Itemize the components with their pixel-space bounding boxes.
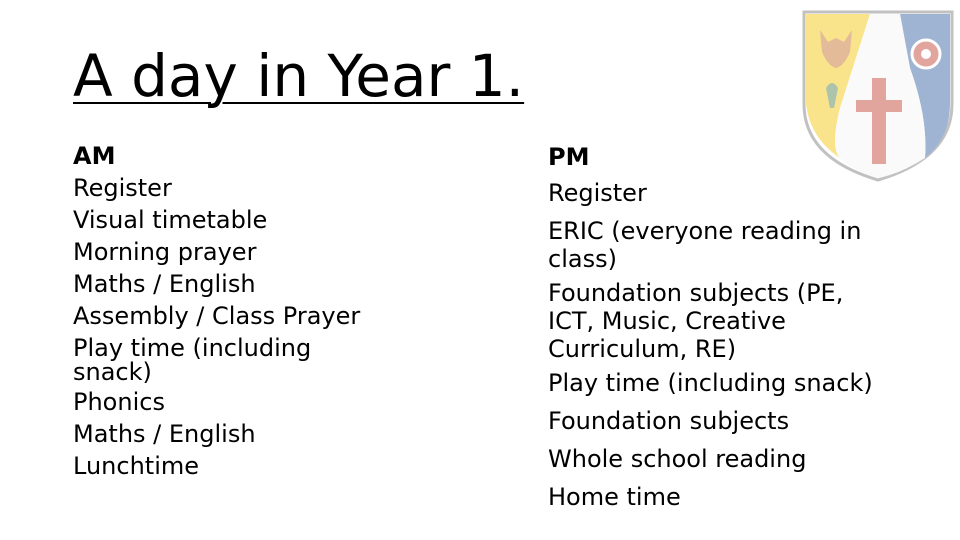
crest-cross-vertical bbox=[872, 78, 886, 164]
pm-item: Foundation subjects (PE, ICT, Music, Creative Curriculum, RE) bbox=[548, 279, 844, 363]
pm-schedule bbox=[548, 143, 893, 521]
crest-rose-centre bbox=[921, 49, 931, 59]
pm-item: ERIC (everyone reading in class) bbox=[548, 217, 862, 273]
pm-item: Register bbox=[548, 179, 647, 207]
am-item: Lunchtime bbox=[73, 452, 199, 480]
am-item: Morning prayer bbox=[73, 238, 257, 266]
am-item: Maths / English bbox=[73, 270, 256, 298]
am-item: Register bbox=[73, 174, 172, 202]
pm-item: Home time bbox=[548, 483, 681, 511]
school-crest-logo bbox=[800, 8, 956, 184]
am-heading: AM bbox=[73, 142, 116, 170]
am-schedule bbox=[73, 140, 403, 482]
pm-item: Foundation subjects bbox=[548, 407, 790, 435]
am-item: Play time (including snack) bbox=[73, 334, 312, 386]
pm-heading: PM bbox=[548, 143, 590, 171]
pm-item: Play time (including snack) bbox=[548, 369, 873, 397]
pm-item: Whole school reading bbox=[548, 445, 807, 473]
slide-title: A day in Year 1. bbox=[73, 42, 525, 110]
crest-cross-horizontal bbox=[856, 100, 902, 112]
am-item: Maths / English bbox=[73, 420, 256, 448]
am-item: Assembly / Class Prayer bbox=[73, 302, 361, 330]
am-item: Visual timetable bbox=[73, 206, 268, 234]
am-item: Phonics bbox=[73, 388, 165, 416]
